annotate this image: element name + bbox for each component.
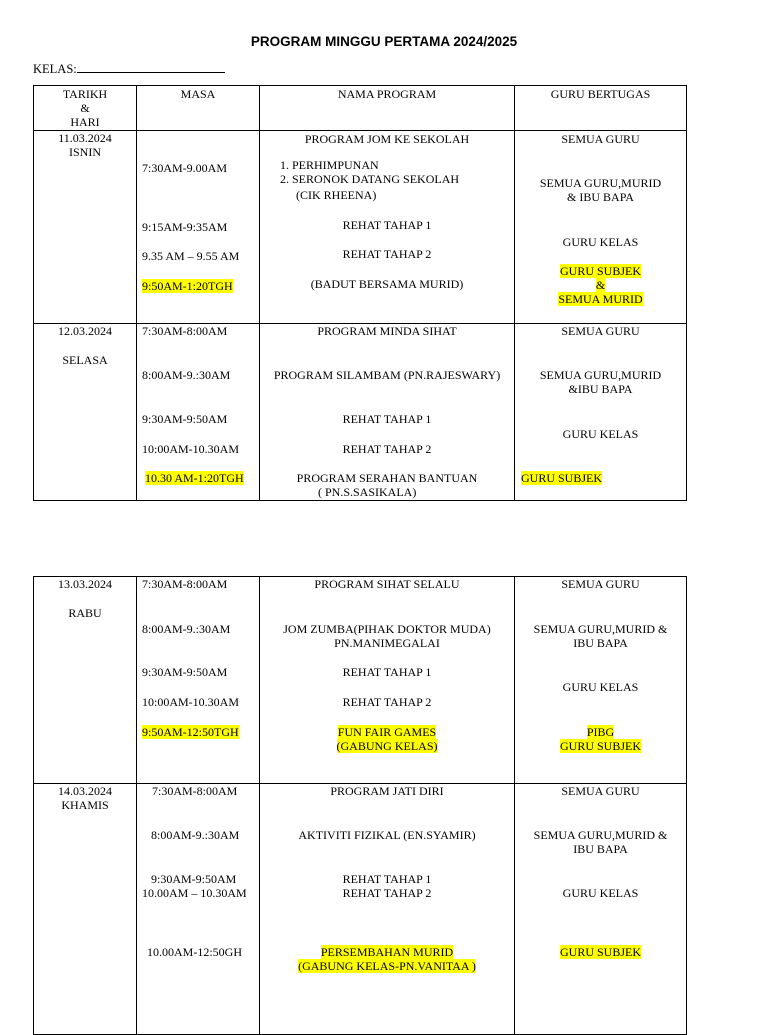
program-note: (BADUT BERSAMA MURID): [310, 277, 464, 291]
schedule-table-2: [33, 576, 687, 1035]
day: ISNIN: [69, 145, 101, 159]
program-title: PROGRAM MINDA SIHAT: [317, 324, 457, 338]
masa-cell: [137, 131, 260, 324]
date-cell: [34, 131, 137, 324]
guru-cell: [515, 131, 687, 324]
guru-highlighted: [515, 264, 686, 306]
kelas-label: KELAS:: [33, 62, 77, 76]
date-cell: [34, 324, 137, 501]
guru-text: &: [595, 278, 606, 292]
time-slot: 7:30AM-8:00AM: [142, 324, 228, 338]
program-cell: [260, 577, 515, 784]
program-text: (GABUNG KELAS-PN.VANITAA ): [298, 959, 476, 973]
program-highlighted: [260, 725, 514, 753]
masa-cell: [137, 324, 260, 501]
masa-cell: [137, 784, 260, 1035]
item-note: (CIK RHEENA): [296, 188, 377, 202]
day: KHAMIS: [61, 798, 109, 812]
rehat-tahap-2: REHAT TAHAP 2: [342, 695, 432, 709]
program-title: PROGRAM JATI DIRI: [330, 784, 444, 798]
guru-text: GURU SUBJEK: [559, 945, 641, 959]
guru-text: SEMUA MURID: [558, 292, 643, 306]
guru-text: GURU KELAS: [562, 886, 639, 900]
time-slot: 7:30AM-8:00AM: [142, 577, 228, 591]
time-slot: 9.35 AM – 9.55 AM: [142, 249, 240, 263]
guru-text: SEMUA GURU,MURID &: [533, 622, 668, 636]
schedule-table-1: [33, 85, 687, 501]
time-slot: 10.00AM-12:50GH: [147, 945, 242, 959]
program-note: ( PN.S.SASIKALA): [318, 485, 417, 499]
rehat-tahap-2: REHAT TAHAP 2: [342, 442, 432, 456]
guru-text: SEMUA GURU: [561, 577, 640, 591]
guru-text: &IBU BAPA: [568, 382, 633, 396]
time-slot: 9:15AM-9:35AM: [142, 220, 228, 234]
program-item-list: [280, 158, 459, 186]
time-slot-highlighted: 9:50AM-1:20TGH: [142, 279, 233, 293]
time-slot: 10:00AM-10.30AM: [142, 695, 240, 709]
program-cell: [260, 131, 515, 324]
program-text: PERSEMBAHAN MURID: [320, 945, 454, 959]
rehat-tahap-2: REHAT TAHAP 2: [342, 886, 432, 900]
guru-highlighted: [515, 945, 686, 959]
program-title: PROGRAM JOM KE SEKOLAH: [304, 132, 470, 146]
rehat-tahap-1: REHAT TAHAP 1: [342, 218, 432, 232]
program-highlighted: [260, 945, 514, 973]
day: SELASA: [62, 353, 108, 367]
header-nama-program: NAMA PROGRAM: [260, 86, 515, 131]
date-cell: [34, 577, 137, 784]
header-tarikh-hari: [34, 86, 137, 131]
time-slot: 9:30AM-9:50AM: [151, 872, 237, 886]
program-text: PN.MANIMEGALAI: [334, 636, 440, 650]
header-hari: HARI: [70, 115, 100, 129]
header-tarikh: TARIKH: [62, 87, 108, 101]
guru-text: SEMUA GURU: [561, 324, 640, 338]
header-guru-bertugas: GURU BERTUGAS: [515, 86, 687, 131]
guru-cell: [515, 577, 687, 784]
page-title: PROGRAM MINGGU PERTAMA 2024/2025: [250, 34, 518, 49]
table-row-isnin: [34, 131, 687, 324]
time-slot: 10:00AM-10.30AM: [142, 442, 240, 456]
time-slot: 9:30AM-9:50AM: [142, 412, 228, 426]
table-row-rabu: [34, 577, 687, 784]
date: 13.03.2024: [58, 577, 112, 591]
guru-text: GURU KELAS: [562, 680, 639, 694]
guru-text: SEMUA GURU,MURID: [539, 368, 662, 382]
time-slot: 8:00AM-9.:30AM: [142, 622, 231, 636]
guru-text: GURU KELAS: [562, 427, 639, 441]
guru-text: SEMUA GURU: [561, 132, 640, 146]
time-slot-highlighted: 9:50AM-12:50TGH: [142, 725, 239, 739]
rehat-tahap-2: REHAT TAHAP 2: [342, 247, 432, 261]
rehat-tahap-1: REHAT TAHAP 1: [342, 412, 432, 426]
time-slot-highlighted: 10.30 AM-1:20TGH: [145, 471, 244, 485]
program-text: (GABUNG KELAS): [336, 739, 438, 753]
kelas-field: [33, 61, 225, 77]
time-slot: 8:00AM-9.:30AM: [151, 828, 240, 842]
header-row: [34, 86, 687, 131]
guru-text: IBU BAPA: [573, 842, 628, 856]
time-slot: 7:30AM-9.00AM: [142, 161, 228, 175]
guru-cell: [515, 324, 687, 501]
header-ampersand: &: [80, 101, 90, 115]
date: 12.03.2024: [58, 324, 112, 338]
table-row-selasa: [34, 324, 687, 501]
time-slot: 7:30AM-8:00AM: [152, 784, 238, 798]
time-slot: 8:00AM-9.:30AM: [142, 368, 231, 382]
guru-text: SEMUA GURU,MURID: [539, 176, 662, 190]
masa-cell: [137, 577, 260, 784]
rehat-tahap-1: REHAT TAHAP 1: [342, 872, 432, 886]
program-text: PROGRAM SERAHAN BANTUAN: [296, 471, 478, 485]
program-text: AKTIVITI FIZIKAL (EN.SYAMIR): [298, 828, 476, 842]
list-item: 1. PERHIMPUNAN: [280, 158, 379, 172]
guru-text: SEMUA GURU: [561, 784, 640, 798]
guru-text: & IBU BAPA: [567, 190, 634, 204]
program-cell: [260, 784, 515, 1035]
program-cell: [260, 324, 515, 501]
time-slot: 9:30AM-9:50AM: [142, 665, 228, 679]
guru-text: GURU SUBJEK: [559, 739, 641, 753]
guru-text: GURU SUBJEK: [559, 264, 641, 278]
table-row-khamis: [34, 784, 687, 1035]
guru-highlighted: [515, 725, 686, 753]
rehat-tahap-1: REHAT TAHAP 1: [342, 665, 432, 679]
date-cell: [34, 784, 137, 1035]
guru-highlighted: GURU SUBJEK: [521, 471, 603, 485]
program-text: FUN FAIR GAMES: [337, 725, 437, 739]
day: RABU: [68, 606, 102, 620]
date: 11.03.2024: [58, 131, 112, 145]
time-slot: 10.00AM – 10.30AM: [142, 886, 247, 900]
program-text: JOM ZUMBA(PIHAK DOKTOR MUDA): [283, 622, 491, 636]
guru-text: GURU KELAS: [562, 235, 639, 249]
guru-text: PIBG: [586, 725, 615, 739]
guru-text: SEMUA GURU,MURID &: [533, 828, 668, 842]
guru-cell: [515, 784, 687, 1035]
list-item: 2. SERONOK DATANG SEKOLAH: [280, 172, 460, 186]
header-masa: MASA: [137, 86, 260, 131]
kelas-blank-line: [77, 61, 225, 73]
program-text: PROGRAM SILAMBAM (PN.RAJESWARY): [273, 368, 501, 382]
date: 14.03.2024: [58, 784, 112, 798]
program-title: PROGRAM SIHAT SELALU: [314, 577, 460, 591]
guru-text: IBU BAPA: [573, 636, 628, 650]
